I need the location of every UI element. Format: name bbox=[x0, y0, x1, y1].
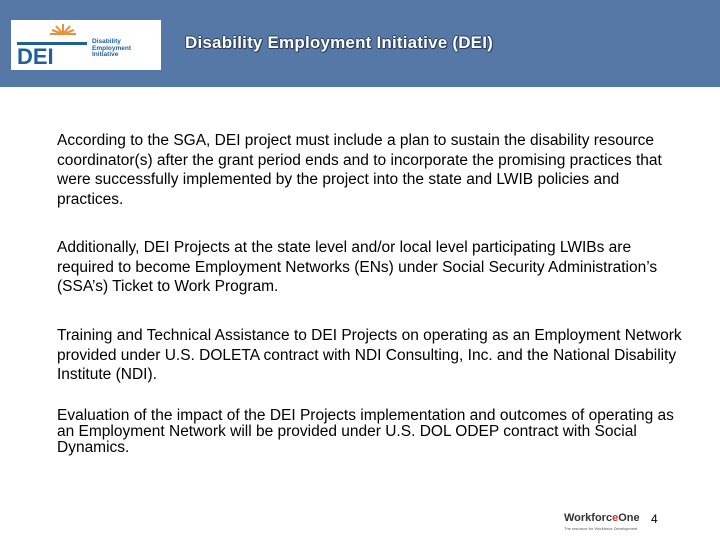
logo-line-disability: Disability bbox=[92, 38, 121, 45]
workforce-one-tagline: The resource for Workforce Development bbox=[564, 526, 638, 531]
workforce-one-name bbox=[564, 512, 640, 524]
page-number: 4 bbox=[651, 512, 658, 526]
dei-logo bbox=[11, 20, 161, 70]
header-bar bbox=[0, 0, 720, 87]
logo-caption bbox=[92, 39, 131, 59]
logo-line-employment: Employment bbox=[92, 44, 132, 52]
sunburst-icon bbox=[50, 24, 76, 34]
dei-logo-graphic bbox=[11, 20, 161, 70]
paragraph-sustainability: According to the SGA, DEI project must include a plan to sustain the disability resource coordinator(s) after the grant period ends and to incorporate the promising practices that were successfully implemented by the project into the state and LWIB policies and practices. bbox=[57, 132, 662, 208]
logo-name-o: e bbox=[612, 512, 619, 524]
logo-name-part2: One bbox=[618, 512, 640, 524]
paragraph-technical-assistance: Training and Technical Assistance to DEI Projects on operating as an Employment Network provided under U.S. DOLETA contract with NDI Consulting, Inc. and the National Disability Institute (NDI). bbox=[57, 327, 682, 383]
logo-line-initiative: Initiative bbox=[92, 51, 119, 58]
paragraph-evaluation: Evaluation of the impact of the DEI Projects implementation and outcomes of operating as an Employment Network will be provided under U.S. DOL ODEP contract with Social Dynamics. bbox=[57, 407, 674, 456]
paragraph-employment-networks: Additionally, DEI Projects at the state level and/or local level participating LWIBs are required to become Employment Networks (ENs) under Social Security Administration’s (SSA’s) Ticket to Work Program. bbox=[57, 239, 658, 295]
page-title: Disability Employment Initiative (DEI) bbox=[185, 33, 493, 52]
logo-name-part1: Workforc bbox=[564, 512, 613, 524]
logo-letters: DEI bbox=[17, 44, 54, 69]
workforce-one-logo bbox=[562, 512, 642, 534]
